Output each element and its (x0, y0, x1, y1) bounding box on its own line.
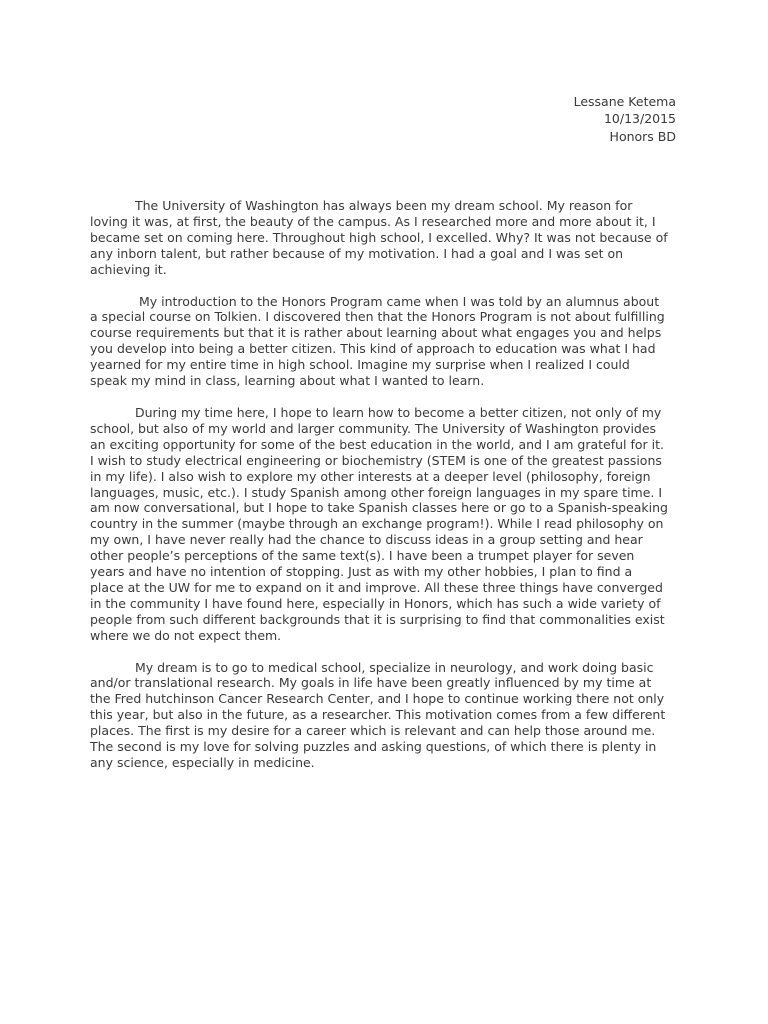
paragraph-2 (90, 294, 682, 389)
paragraph-3-text: During my time here, I hope to learn how to become a better citizen, not only of my school, but also of my world and larger community. The University of Washington provides an exciting opportunity for some of the best education in the world, and I am grateful for it. I wish to study electrical engineering or biochemistry (STEM is one of the greatest passions in my life). I also wish to explore my other interests at a deeper level (philosophy, foreign languages, music, etc.). I study Spanish among other foreign languages in my spare time. I am now conversational, but I hope to take Spanish classes here or go to a Spanish-speaking country in the summer (maybe through an exchange program!). While I read philosophy on my own, I have never really had the chance to discuss ideas in a group setting and hear other people’s perceptions of the same text(s). I have been a trumpet player for seven years and have no intention of stopping. Just as with my other hobbies, I plan to find a place at the UW for me to expand on it and improve. All these three things have converged in the community I have found here, especially in Honors, which has such a wide variety of people from such different backgrounds that it is surprising to find that commonalities exist where we do not expect them. (90, 404, 668, 643)
paragraph-4 (90, 660, 682, 771)
paragraph-3 (90, 405, 682, 644)
header-block (574, 93, 676, 145)
paragraph-1-text: The University of Washington has always been my dream school. My reason for loving it was, at first, the beauty of the campus. As I researched more and more about it, I became set on coming here. Throughout high school, I excelled. Why? It was not because of any inborn talent, but rather because of my motivation. I had a goal and I was set on achieving it. (90, 198, 668, 277)
paragraph-1 (90, 198, 682, 278)
essay-body (90, 198, 682, 787)
course-name: Honors BD (609, 128, 676, 144)
paragraph-4-text: My dream is to go to medical school, specialize in neurology, and work doing basic and/or translational research. My goals in life have been greatly influenced by my time at the Fred hutchinson Cancer Research Center, and I hope to continue working there not only this year, but also in the future, as a researcher. This motivation comes from a few different places. The first is my desire for a career which is relevant and can help those around me. The second is my love for solving puzzles and asking questions, of which there is plenty in any science, especially in medicine. (90, 659, 666, 770)
paragraph-2-text: My introduction to the Honors Program came when I was told by an alumnus about a special course on Tolkien. I discovered then that the Honors Program is not about fulfilling course requirements but that it is rather about learning about what engages you and helps you develop into being a better citizen. This kind of approach to education was what I had yearned for my entire time in high school. Imagine my surprise when I realized I could speak my mind in class, learning about what I wanted to learn. (90, 293, 665, 389)
author-name: Lessane Ketema (573, 94, 676, 109)
document-date: 10/13/2015 (603, 111, 676, 127)
